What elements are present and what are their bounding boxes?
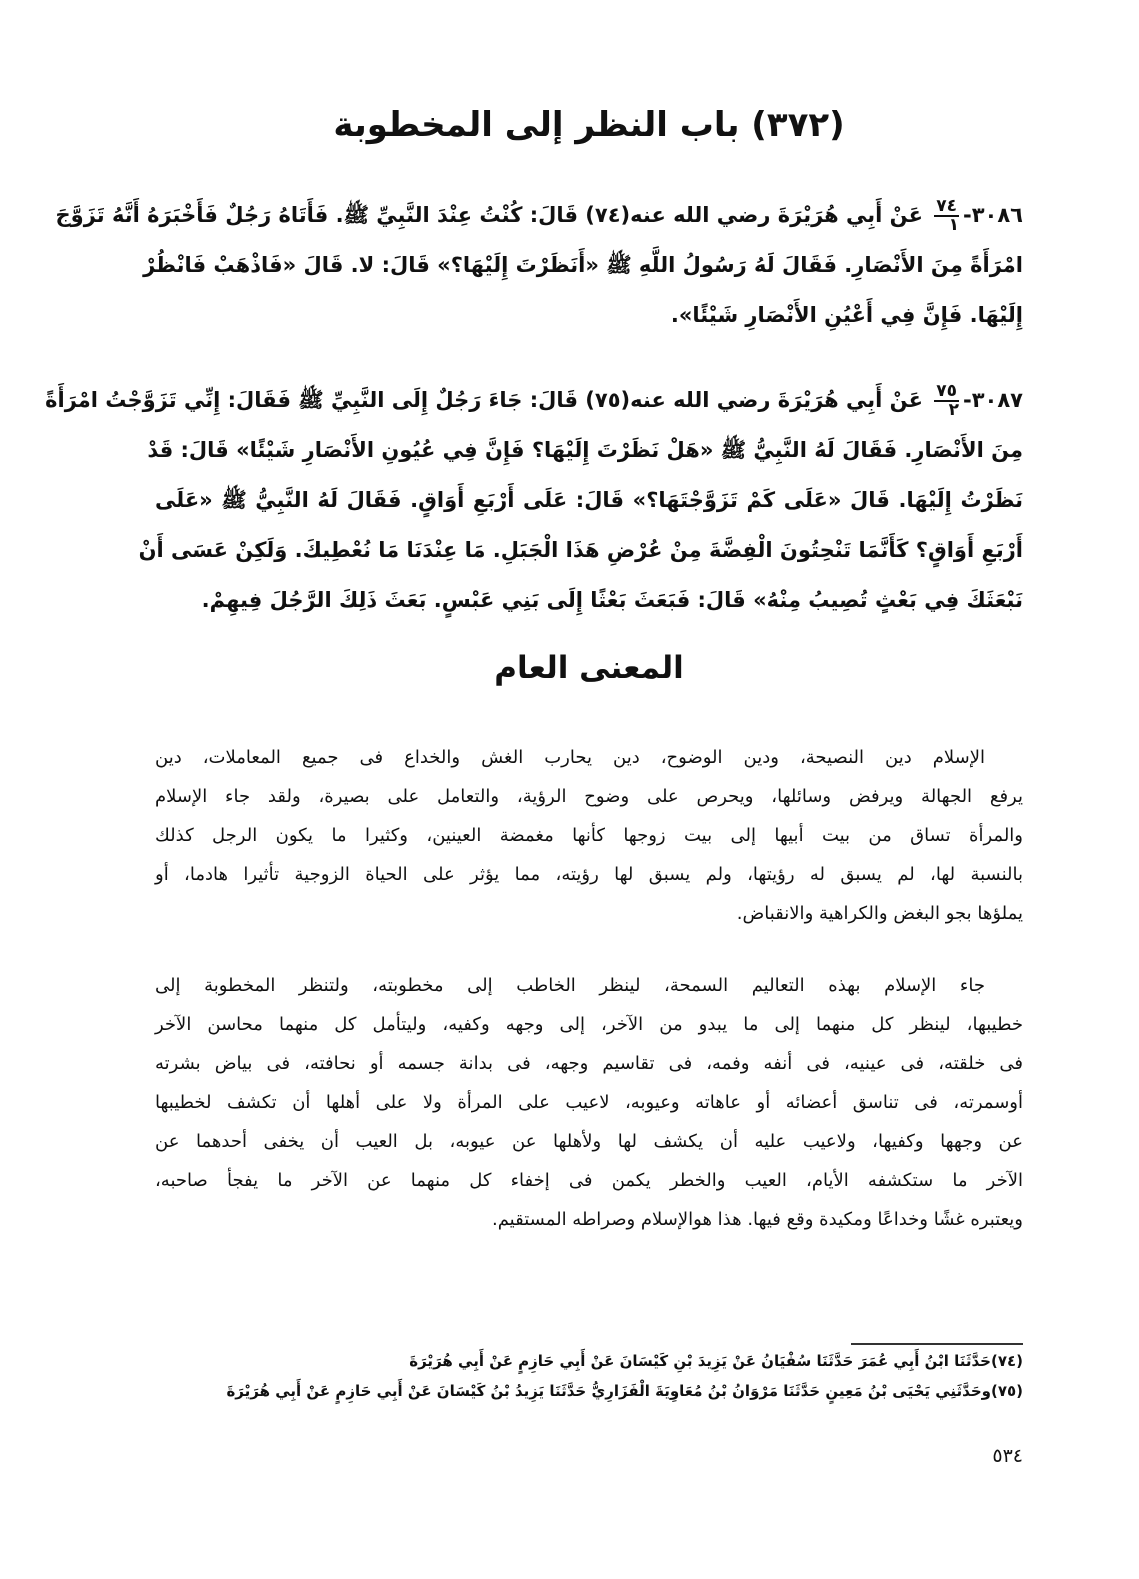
hadith-fraction [934, 383, 959, 419]
footnote-74: (٧٤)حَدَّثَنَا ابْنُ أَبِي عُمَرَ حَدَّثَنَا سُفْيَانُ عَنْ يَزِيدَ بْنِ كَيْسَانَ عَنْ أَبِي حَازِمٍ عَنْ أَبِي هُرَيْرَةَ [409, 1352, 1023, 1370]
paragraph-line: والمرأة تساق من بيت أبيها إلى بيت زوجها كأنها مغمضة العينين، وكثيرا ما يكون الرجل كذلك [155, 825, 1023, 846]
paragraph-line: جاء الإسلام بهذه التعاليم السمحة، لينظر الخاطب إلى مخطوبته، ولتنظر المخطوبة إلى [155, 975, 985, 996]
hadith-number: ٣٠٨٧- [963, 388, 1023, 412]
fraction-bottom: ١ [948, 215, 959, 235]
hadith-text: عَنْ أَبِي هُرَيْرَةَ رضي الله عنه(٧٥) قَالَ: جَاءَ رَجُلٌ إِلَى النَّبِيِّ ﷺ فَقَالَ: إِنِّي تَزَوَّجْتُ امْرَأَةً [45, 388, 923, 412]
hadith-line: نَظَرْتُ إِلَيْهَا. قَالَ «عَلَى كَمْ تَزَوَّجْتَهَا؟» قَالَ: عَلَى أَرْبَعِ أَوَاقٍ. فَقَالَ لَهُ النَّبِيُّ ﷺ «عَلَى [155, 488, 1023, 512]
hadith-line [45, 375, 1023, 425]
hadith-line [55, 190, 1023, 240]
paragraph-line: ويعتبره غشًا وخداعًا ومكيدة وقع فيها. هذا هوالإسلام وصراطه المستقيم. [491, 1209, 1023, 1230]
paragraph-2 [155, 966, 1023, 1239]
hadith-line: امْرَأَةً مِنَ الأَنْصَارِ. فَقَالَ لَهُ رَسُولُ اللَّهِ ﷺ «أَنَظَرْتَ إِلَيْهَا؟» قَالَ: لا. قَالَ «فَاذْهَبْ فَانْظُرْ [143, 253, 1023, 277]
hadith-number: ٣٠٨٦- [963, 203, 1023, 227]
paragraph-line: فى خلقته، فى عينيه، فى أنفه وفمه، فى تقاسيم وجهه، فى بدانة جسمه أو نحافته، فى بياض بشرته [155, 1053, 1023, 1074]
hadith-line: أَرْبَعِ أَوَاقٍ؟ كَأَنَّمَا تَنْحِتُونَ الْفِضَّةَ مِنْ عُرْضِ هَذَا الْجَبَلِ. مَا عِنْدَنَا مَا نُعْطِيكَ. وَلَكِنْ عَسَى أَنْ [138, 538, 1023, 562]
fraction-bottom: ٢ [948, 400, 959, 420]
paragraph-line: الإسلام دين النصيحة، ودين الوضوح، دين يحارب الغش والخداع فى جميع المعاملات، دين [155, 747, 985, 768]
footnote-75: (٧٥)وحَدَّثَنِي يَحْيَى بْنُ مَعِينٍ حَدَّثَنَا مَرْوَانُ بْنُ مُعَاوِيَةَ الْفَزَارِيُّ حَدَّثَنَا يَزِيدُ بْنُ كَيْسَانَ عَنْ أَبِي حَازِمٍ عَنْ أَبِي هُرَيْرَةَ [226, 1382, 1023, 1400]
paragraph-line: عن وجهها وكفيها، ولاعيب عليه أن يكشف لها ولأهلها عن عيوبه، بل العيب أن يخفى أحدهما عن [155, 1131, 1023, 1152]
fraction-top: ٧٥ [936, 381, 957, 401]
section-title: المعنى العام [494, 650, 684, 686]
paragraph-line: يملؤها بجو البغض والكراهية والانقباض. [736, 903, 1023, 924]
paragraph-1 [155, 738, 1023, 933]
paragraph-line: يرفع الجهالة ويرفض وسائلها، ويحرص على وضوح الرؤية، والتعامل على بصيرة، ولقد جاء الإسلام [155, 786, 1023, 807]
hadith-line: مِنَ الأَنْصَارِ. فَقَالَ لَهُ النَّبِيُّ ﷺ «هَلْ نَظَرْتَ إِلَيْهَا؟ فَإِنَّ فِي عُيُونِ الأَنْصَارِ شَيْئًا» قَالَ: قَدْ [147, 438, 1023, 462]
paragraph-line: أوسمرته، فى تناسق أعضائه أو عاهاته وعيوبه، لاعيب على المرأة ولا على أهلها أن تكشف لخطيبها [155, 1092, 1023, 1113]
paragraph-line: خطيبها، لينظر كل منهما إلى ما يبدو من الآخر، إلى وجهه وكفيه، وليتأمل كل منهما محاسن الآخر [155, 1014, 1023, 1035]
footnote-divider [851, 1343, 1023, 1345]
page-number: ٥٣٤ [992, 1445, 1023, 1467]
paragraph-line: الآخر ما ستكشفه الأيام، العيب والخطر يكمن فى إخفاء كل منهما عن الآخر ما يفجأ صاحبه، [155, 1170, 1023, 1191]
hadith-3086 [55, 190, 1023, 340]
hadith-text: عَنْ أَبِي هُرَيْرَةَ رضي الله عنه(٧٤) قَالَ: كُنْتُ عِنْدَ النَّبِيِّ ﷺ. فَأَتَاهُ رَجُلٌ فَأَخْبَرَهُ أَنَّهُ تَزَوَّجَ [55, 203, 923, 227]
chapter-title: (٣٧٢) باب النظر إلى المخطوبة [333, 105, 845, 145]
hadith-fraction [934, 198, 959, 234]
fraction-top: ٧٤ [936, 196, 957, 216]
hadith-line: إِلَيْهَا. فَإِنَّ فِي أَعْيُنِ الأَنْصَارِ شَيْئًا». [670, 303, 1023, 327]
paragraph-line: بالنسبة لها، لم يسبق له رؤيتها، ولم يسبق لها رؤيته، مما يؤثر على الحياة الزوجية تأثيرا هادما، أو [155, 864, 1023, 885]
hadith-line: نَبْعَثَكَ فِي بَعْثٍ تُصِيبُ مِنْهُ» قَالَ: فَبَعَثَ بَعْثًا إِلَى بَنِي عَبْسٍ. بَعَثَ ذَلِكَ الرَّجُلَ فِيهِمْ. [201, 588, 1023, 612]
hadith-3087 [45, 375, 1023, 625]
